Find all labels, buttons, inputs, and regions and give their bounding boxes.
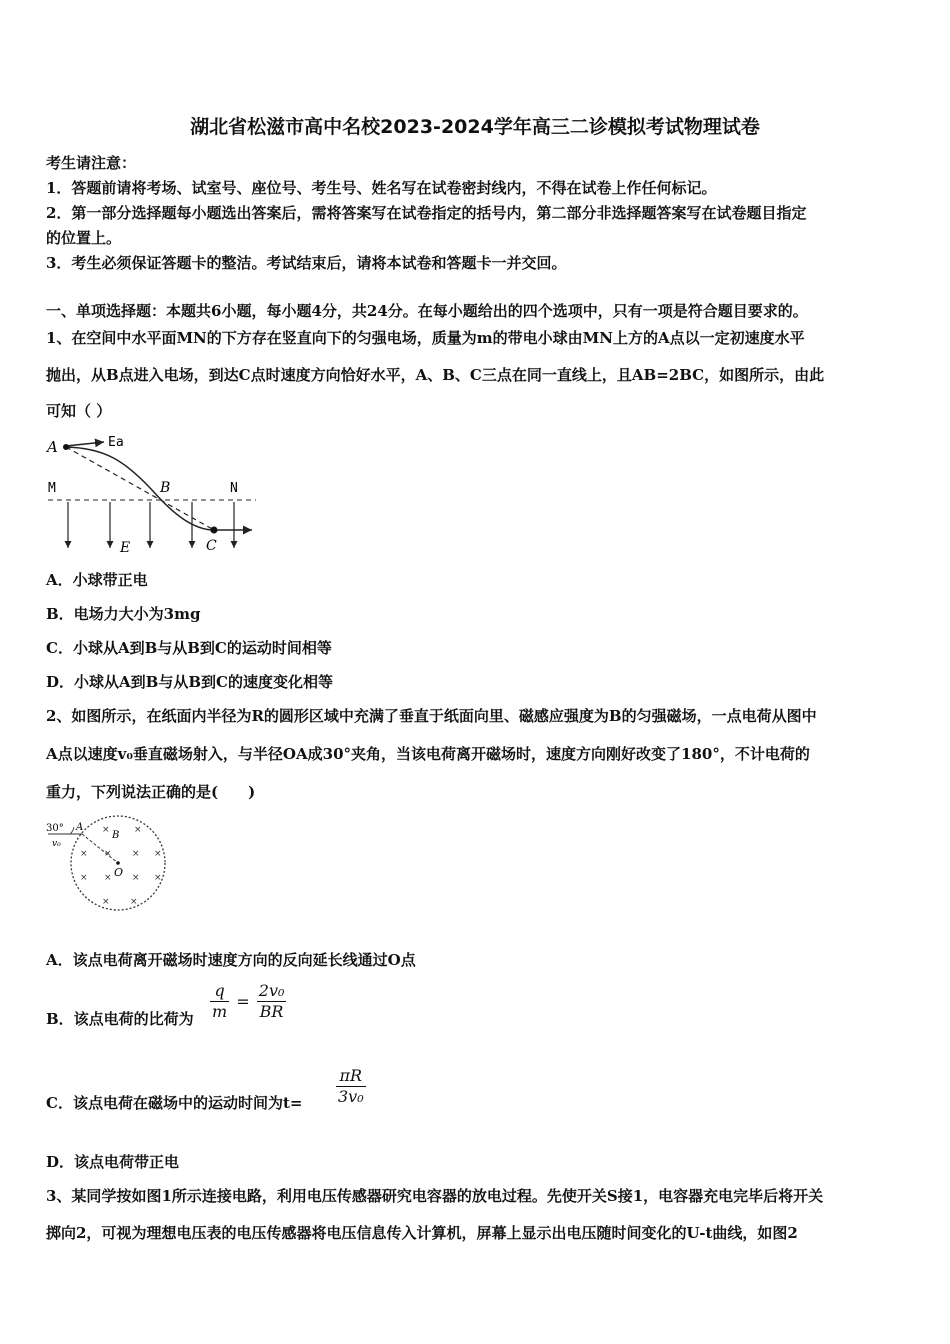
label-a: A bbox=[47, 438, 58, 456]
label-c: C bbox=[206, 538, 217, 554]
question-1-figure bbox=[44, 430, 259, 560]
page-title: 湖北省松滋市高中名校2023-2024学年高三二诊模拟考试物理试卷 bbox=[190, 116, 760, 138]
option-a: A．小球带正电 bbox=[46, 571, 148, 589]
x-mark: × bbox=[154, 873, 162, 883]
option-c: C．小球从A到B与从B到C的运动时间相等 bbox=[46, 639, 332, 657]
option-a: A．该点电荷离开磁场时速度方向的反向延长线通过O点 bbox=[46, 951, 416, 969]
fraction: $\frac{\pi R}{\text{3v₀}}$ bbox=[338, 1066, 364, 1106]
option-b: B．电场力大小为3mg bbox=[46, 605, 201, 623]
velocity-arrow bbox=[66, 442, 104, 446]
option-c-prefix: C．该点电荷在磁场中的运动时间为t= bbox=[46, 1094, 303, 1112]
label-ea: Ea bbox=[108, 435, 124, 450]
fraction: $\frac{\text{2v₀}}{BR}$ bbox=[258, 981, 285, 1021]
label-v0: v₀ bbox=[52, 839, 61, 849]
x-mark: × bbox=[154, 849, 162, 859]
x-mark: × bbox=[104, 849, 112, 859]
question-1-text: 抛出，从B点进入电场，到达C点时速度方向恰好水平，A、B、C三点在同一直线上，且AB=2BC，如图所示，由此 bbox=[46, 366, 825, 384]
x-mark: × bbox=[134, 825, 142, 835]
notice-item: 2．第一部分选择题每小题选出答案后，需将答案写在试卷指定的括号内，第二部分非选择题答案写在试卷题目指定 bbox=[46, 204, 807, 222]
x-mark: × bbox=[130, 897, 138, 907]
option-b bbox=[46, 1008, 194, 1029]
option-b-prefix: B．该点电荷的比荷为 bbox=[46, 1010, 194, 1028]
x-mark: × bbox=[132, 849, 140, 859]
option-b-formula: $\frac{q}{m}$ = $\frac{\text{2v₀}}{BR}$ bbox=[212, 981, 285, 1021]
label-m: M bbox=[48, 481, 56, 496]
x-mark: × bbox=[80, 849, 88, 859]
option-c bbox=[46, 1092, 302, 1113]
question-3-text: 掷向2，可视为理想电压表的电压传感器将电压信息传入计算机，屏幕上显示出电压随时间变化的U-t曲线，如图2 bbox=[46, 1224, 798, 1242]
point-c bbox=[211, 527, 218, 534]
notice-item: 的位置上。 bbox=[46, 229, 122, 247]
angle-arc bbox=[70, 827, 74, 834]
x-mark: × bbox=[102, 825, 110, 835]
label-a: A bbox=[76, 822, 84, 833]
label-n: N bbox=[230, 481, 238, 496]
question-1-text: 1、在空间中水平面MN的下方存在竖直向下的匀强电场，质量为m的带电小球由MN上方的A点以一定初速度水平 bbox=[46, 329, 805, 347]
section-heading: 一、单项选择题：本题共6小题，每小题4分，共24分。在每小题给出的四个选项中，只有一项是符合题目要求的。 bbox=[46, 302, 808, 320]
label-e: E bbox=[120, 540, 131, 556]
question-2-text: 2、如图所示，在纸面内半径为R的圆形区域中充满了垂直于纸面向里、磁感应强度为B的匀强磁场，一点电荷从图中 bbox=[46, 707, 817, 725]
label-b: B bbox=[160, 480, 171, 496]
label-b: B bbox=[112, 830, 120, 841]
fraction: $\frac{q}{m}$ bbox=[212, 981, 228, 1021]
angle-label: 30° bbox=[46, 823, 64, 834]
point-a bbox=[63, 444, 69, 450]
option-c-formula bbox=[336, 1066, 366, 1107]
question-2-text: A点以速度v₀垂直磁场射入，与半径OA成30°夹角，当该电荷离开磁场时，速度方向刚好改变了180°，不计电荷的 bbox=[46, 745, 810, 763]
x-mark: × bbox=[102, 897, 110, 907]
notice-heading: 考生请注意： bbox=[46, 154, 137, 172]
notice-item: 3．考生必须保证答题卡的整洁。考试结束后，请将本试卷和答题卡一并交回。 bbox=[46, 254, 567, 272]
question-2-figure bbox=[44, 814, 179, 914]
label-o: O bbox=[114, 866, 124, 879]
question-3-text: 3、某同学按如图1所示连接电路，利用电压传感器研究电容器的放电过程。先使开关S接1，电容器充电完毕后将开关 bbox=[46, 1187, 824, 1205]
x-mark: × bbox=[104, 873, 112, 883]
question-2-text: 重力，下列说法正确的是( ) bbox=[46, 783, 256, 801]
x-mark: × bbox=[80, 873, 88, 883]
notice-item: 1．答题前请将考场、试室号、座位号、考生号、姓名写在试卷密封线内，不得在试卷上作任何标记。 bbox=[46, 179, 717, 197]
option-d: D．小球从A到B与从B到C的速度变化相等 bbox=[46, 673, 333, 691]
center-o bbox=[116, 861, 120, 865]
option-d: D．该点电荷带正电 bbox=[46, 1153, 180, 1171]
question-1-text: 可知（ ） bbox=[46, 402, 112, 420]
x-mark: × bbox=[132, 873, 140, 883]
